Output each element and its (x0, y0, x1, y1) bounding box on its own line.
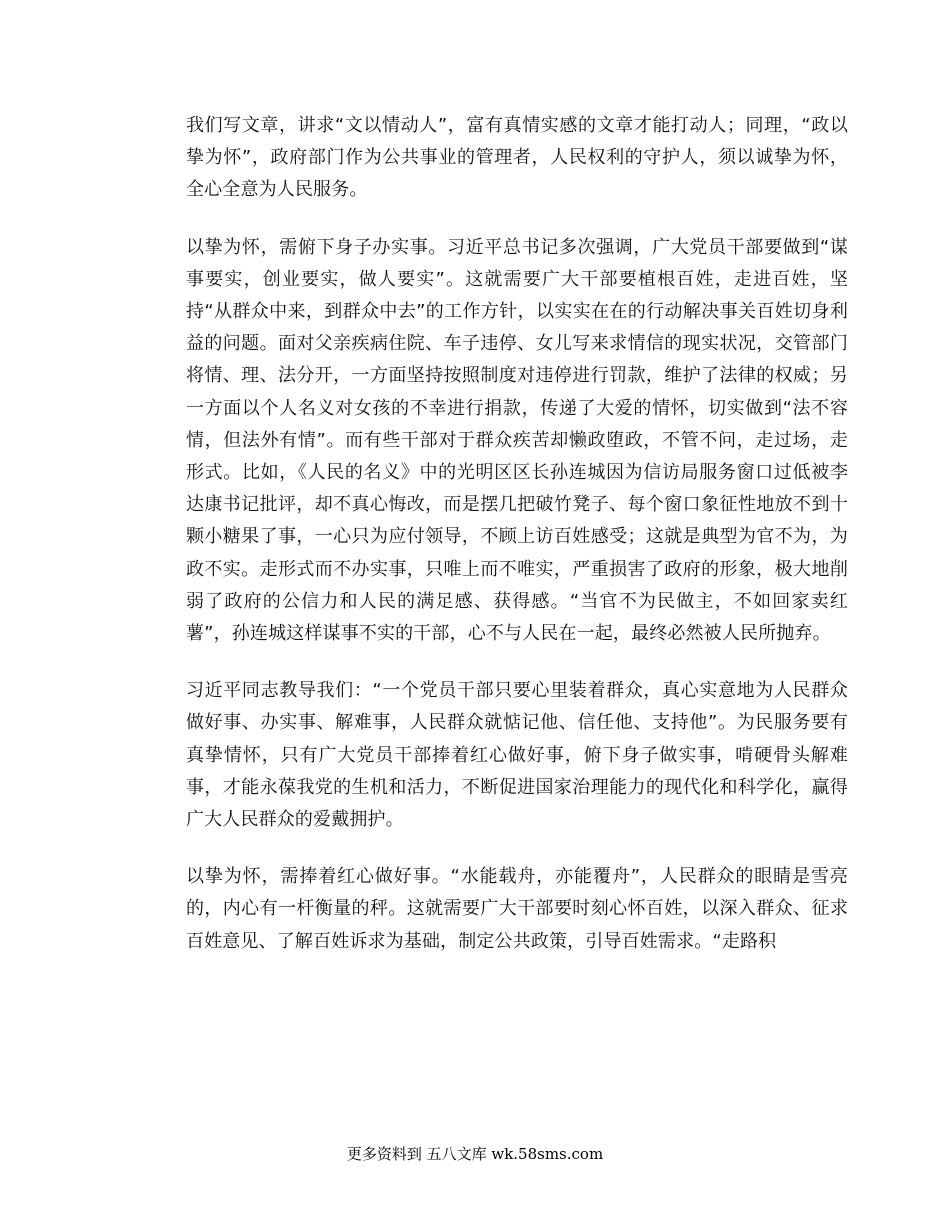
paragraph-1: 我们写文章，讲求“文以情动人”，富有真情实感的文章才能打动人；同理，“政以挚为怀”，政府部门作为公共事业的管理者，人民权利的守护人，须以诚挚为怀，全心全意为人民服务。 (186, 115, 848, 201)
paragraph-3: 习近平同志教导我们：“一个党员干部只要心里装着群众，真心实意地为人民群众做好事、办实事、解难事，人民群众就惦记他、信任他、支持他”。为民服务要有真挚情怀，只有广大党员干部捧着红心做好事，俯下身子做实事，啃硬骨头解难事，才能永葆我党的生机和活力，不断促进国家治理能力的现代化和科学化，赢得广大人民群众的爱戴拥护。 (186, 680, 848, 831)
page-footer: 更多资料到 五八文库 wk.58sms.com (346, 1145, 604, 1163)
paragraph-2: 以挚为怀，需俯下身子办实事。习近平总书记多次强调，广大党员干部要做到“谋事要实，创业要实，做人要实”。这就需要广大干部要植根百姓，走进百姓，坚持“从群众中来，到群众中去”的工作方针，以实实在在的行动解决事关百姓切身利益的问题。面对父亲疾病住院、车子违停、女儿写来求情信的现实状况，交管部门将情、理、法分开，一方面坚持按照制度对违停进行罚款，维护了法律的权威；另一方面以个人名义对女孩的不幸进行捐款，传递了大爱的情怀，切实做到“法不容情，但法外有情”。而有些干部对于群众疾苦却懒政堕政，不管不问，走过场，走形式。比如，《人民的名义》中的光明区区长孙连城因为信访局服务窗口过低被李达康书记批评，却不真心悔改，而是摆几把破竹凳子、每个窗口象征性地放不到十颗小糖果了事，一心只为应付领导，不顾上访百姓感受；这就是典型为官不为，为政不实。走形式而不办实事，只唯上而不唯实，严重损害了政府的形象，极大地削弱了政府的公信力和人民的满足感、获得感。“当官不为民做主，不如回家卖红薯”，孙连城这样谋事不实的干部，心不与人民在一起，最终必然被人民所抛弃。 (186, 236, 848, 645)
paragraph-4: 以挚为怀，需捧着红心做好事。“水能载舟，亦能覆舟”，人民群众的眼睛是雪亮的，内心有一杆衡量的秤。这就需要广大干部要时刻心怀百姓，以深入群众、征求百姓意见、了解百姓诉求为基础，制定公共政策，引导百姓需求。“走路积 (186, 866, 848, 952)
document-body (186, 110, 848, 983)
